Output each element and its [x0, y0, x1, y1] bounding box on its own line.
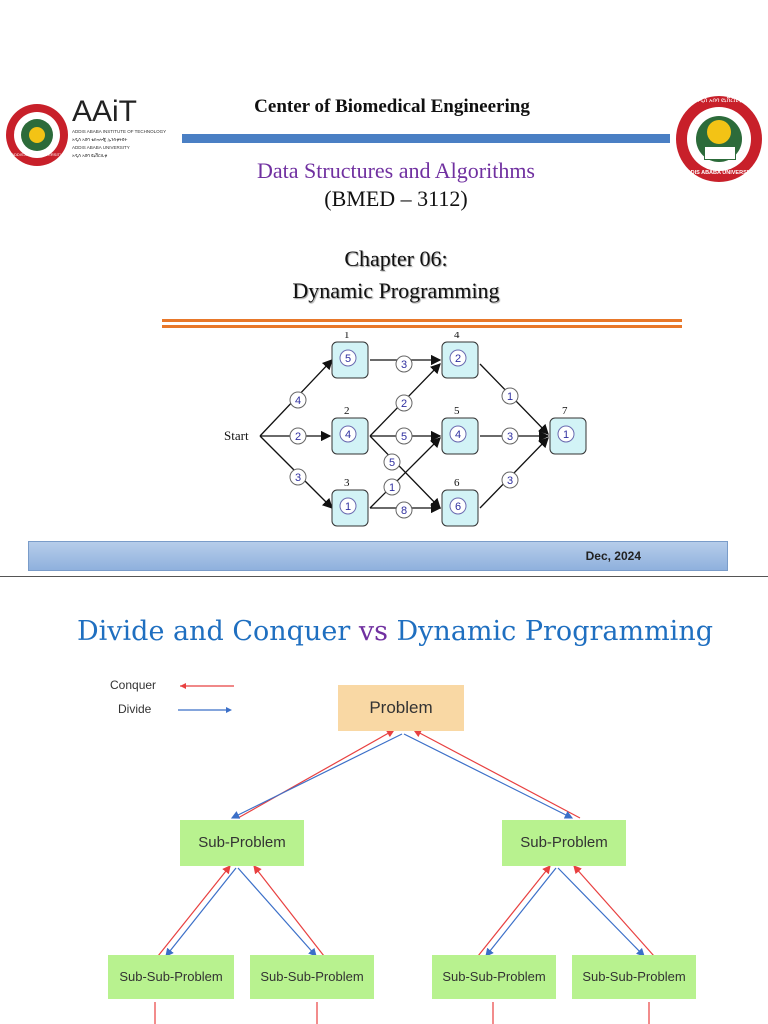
seal-right-top-text: አዲስ አበባ ዩኒቨርሲቲ — [695, 98, 743, 104]
title-vs: vs — [358, 616, 388, 647]
date-text: Dec, 2024 — [585, 549, 641, 563]
edge-weight: 3 — [400, 359, 408, 371]
chapter-number: Chapter 06: — [344, 246, 448, 271]
sub-sub-problem-box-2: Sub-Sub-Problem — [250, 955, 374, 999]
seal-right-bottom-text: ADDIS ABABA UNIVERSITY — [682, 170, 756, 176]
edge-weight: 5 — [400, 431, 408, 443]
graph-node-value: 2 — [454, 353, 462, 365]
edge-weight: 3 — [506, 431, 514, 443]
edge-weight: 2 — [400, 398, 408, 410]
sub-problem-box-left: Sub-Problem — [180, 820, 304, 866]
edge-weight: 1 — [506, 391, 514, 403]
aait-line3: ADDIS ABABA UNIVERSITY — [72, 145, 130, 150]
graph-node-label: 6 — [454, 477, 460, 489]
graph-node-value: 6 — [454, 501, 462, 513]
sub-sub-problem-box-4: Sub-Sub-Problem — [572, 955, 696, 999]
dp-graph — [218, 332, 598, 534]
sub-problem-box-right: Sub-Problem — [502, 820, 626, 866]
sub-sub-problem-box-1: Sub-Sub-Problem — [108, 955, 234, 999]
graph-node-value: 1 — [344, 501, 352, 513]
orange-rule-1 — [162, 319, 682, 322]
graph-node-value: 4 — [454, 429, 462, 441]
graph-node-value: 5 — [344, 353, 352, 365]
graph-node-label: 7 — [562, 405, 568, 417]
edge-weight: 3 — [294, 472, 302, 484]
graph-node-value: 1 — [562, 429, 570, 441]
aait-line2: አዲስ አበባ ቴክኖሎጂ ኢንስቲትዩት — [72, 137, 128, 142]
edge-weight: 3 — [506, 475, 514, 487]
graph-node-label: 1 — [344, 332, 350, 341]
chapter-topic: Dynamic Programming — [292, 278, 500, 303]
title-dynamic-programming: Dynamic Programming — [396, 616, 713, 647]
legend-divide-label: Divide — [118, 702, 152, 716]
aait-line4: አዲስ አበባ ዩኒቨርሲቲ — [72, 153, 108, 158]
aait-abbr: AAiT — [72, 95, 138, 128]
graph-node-label: 4 — [454, 332, 460, 341]
comparison-slide — [0, 578, 768, 1024]
graph-node-label: 5 — [454, 405, 460, 417]
title-divide-conquer: Divide and Conquer — [77, 616, 351, 647]
seal-left-text: ADDIS ABABA UNIVERSITY — [11, 152, 63, 157]
edge-weight: 4 — [294, 395, 302, 407]
graph-node-label: 3 — [344, 477, 350, 489]
course-code: (BMED – 3112) — [324, 186, 468, 211]
date-bar — [28, 541, 728, 571]
edge-weight: 1 — [388, 482, 396, 494]
course-title: Data Structures and Algorithms — [256, 158, 535, 183]
legend-conquer-label: Conquer — [110, 678, 157, 692]
header-rule — [182, 134, 670, 143]
edge-weight: 2 — [294, 431, 302, 443]
problem-box: Problem — [338, 685, 464, 731]
orange-rule-2 — [162, 325, 682, 328]
center-heading: Center of Biomedical Engineering — [254, 96, 530, 117]
graph-node-label: 2 — [344, 405, 350, 417]
edge-weight: 5 — [388, 457, 396, 469]
start-label: Start — [224, 428, 249, 443]
aait-line1: ADDIS ABABA INSTITUTE OF TECHNOLOGY — [72, 129, 167, 134]
graph-node-value: 4 — [344, 429, 352, 441]
edge-weight: 8 — [400, 505, 408, 517]
sub-sub-problem-box-3: Sub-Sub-Problem — [432, 955, 556, 999]
